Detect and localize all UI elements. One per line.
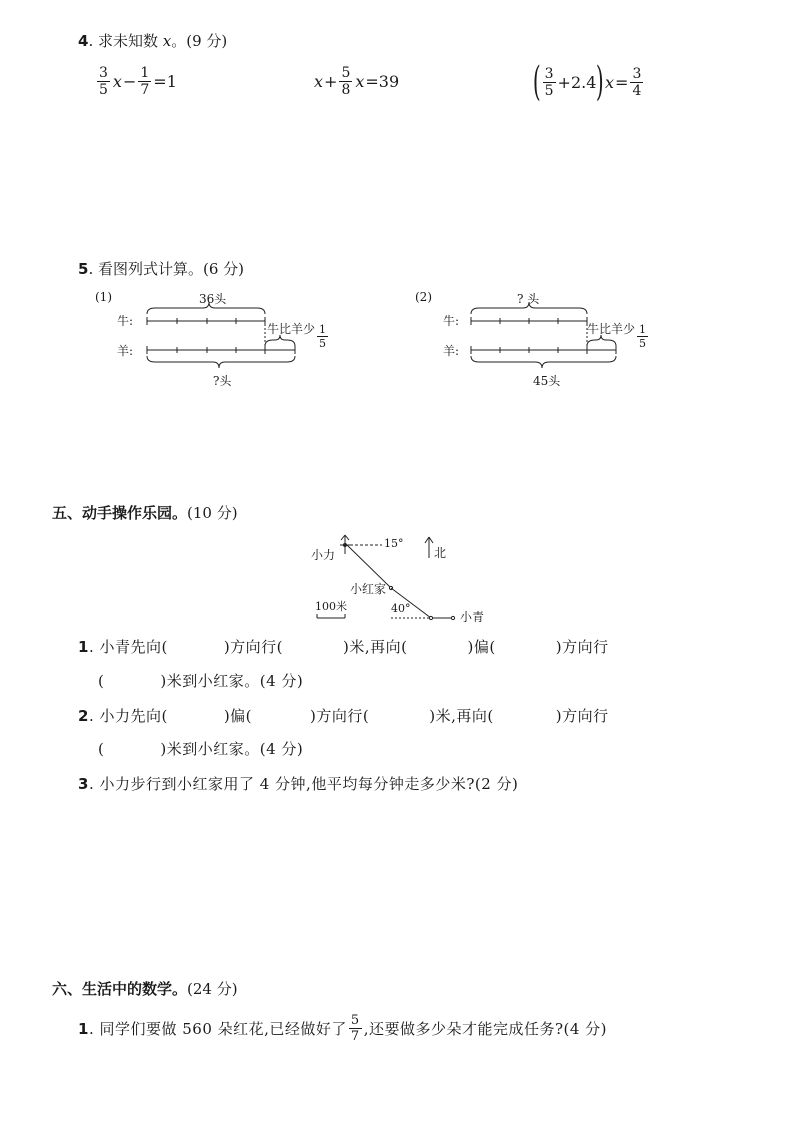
diagram-1-sheep-label: 羊: bbox=[117, 344, 134, 358]
diagram-2-top-label: ? 头 bbox=[517, 292, 540, 306]
sec5-q1-line1: 1. 小青先向( )方向行( )米,再向( )偏( )方向行 bbox=[78, 638, 609, 656]
diagram-2-label: (2) bbox=[415, 290, 432, 304]
diagram-1-note: 牛比羊少 $\frac{1}{5}$ bbox=[267, 322, 327, 350]
map-label-angle-40: 40° bbox=[391, 602, 411, 615]
direction-map bbox=[305, 530, 495, 625]
map-drawing bbox=[305, 530, 495, 625]
q4-title: 4. 求未知数 x。(9 分) bbox=[78, 32, 228, 50]
map-label-home: 小红家 bbox=[350, 582, 387, 596]
diagram-1-bottom-label: ?头 bbox=[213, 374, 232, 388]
section-5-title: 五、动手操作乐园。(10 分) bbox=[52, 504, 238, 522]
map-label-angle-15: 15° bbox=[384, 537, 404, 550]
q4-equation-3: ( $\frac{3}{5}$ +2.4 ) x = $\frac{3}{4}$ bbox=[532, 59, 642, 105]
diagram-1-bars bbox=[95, 288, 345, 388]
q5-diagram-1 bbox=[95, 288, 345, 388]
map-label-xiaoli: 小力 bbox=[311, 548, 336, 562]
diagram-2-bars bbox=[415, 288, 675, 388]
sec5-q2-line1: 2. 小力先向( )偏( )方向行( )米,再向( )方向行 bbox=[78, 707, 609, 725]
sec5-q3: 3. 小力步行到小红家用了 4 分钟,他平均每分钟走多少米?(2 分) bbox=[78, 775, 519, 793]
sec5-q1-line2: ( )米到小红家。(4 分) bbox=[98, 672, 304, 690]
q4-equation-2: x + $\frac{5}{8}$ x =39 bbox=[314, 65, 400, 98]
diagram-1-cow-label: 牛: bbox=[117, 314, 134, 328]
section-6-title: 六、生活中的数学。(24 分) bbox=[52, 980, 238, 998]
sec6-q1: 1 . 同学们要做 560 朵红花,已经做好了 $\frac{5}{7}$ ,还要做多少朵才能完成任务?(4 分) bbox=[78, 1013, 608, 1044]
diagram-2-bottom-label: 45头 bbox=[533, 374, 561, 388]
map-label-north: 北 bbox=[434, 546, 447, 560]
map-scale-label: 100米 bbox=[315, 600, 347, 613]
diagram-2-sheep-label: 羊: bbox=[443, 344, 460, 358]
map-label-xiaoqing: 小青 bbox=[460, 610, 485, 624]
q5-diagram-2 bbox=[415, 288, 675, 388]
diagram-2-cow-label: 牛: bbox=[443, 314, 460, 328]
diagram-2-note: 牛比羊少 $\frac{1}{5}$ bbox=[587, 322, 647, 350]
q5-title: 5. 看图列式计算。(6 分) bbox=[78, 260, 245, 278]
diagram-1-label: (1) bbox=[95, 290, 112, 304]
sec5-q2-line2: ( )米到小红家。(4 分) bbox=[98, 740, 304, 758]
diagram-1-top-label: 36头 bbox=[199, 292, 227, 306]
q4-equation-1: $\frac{3}{5}$ x − $\frac{1}{7}$ =1 bbox=[99, 65, 177, 98]
